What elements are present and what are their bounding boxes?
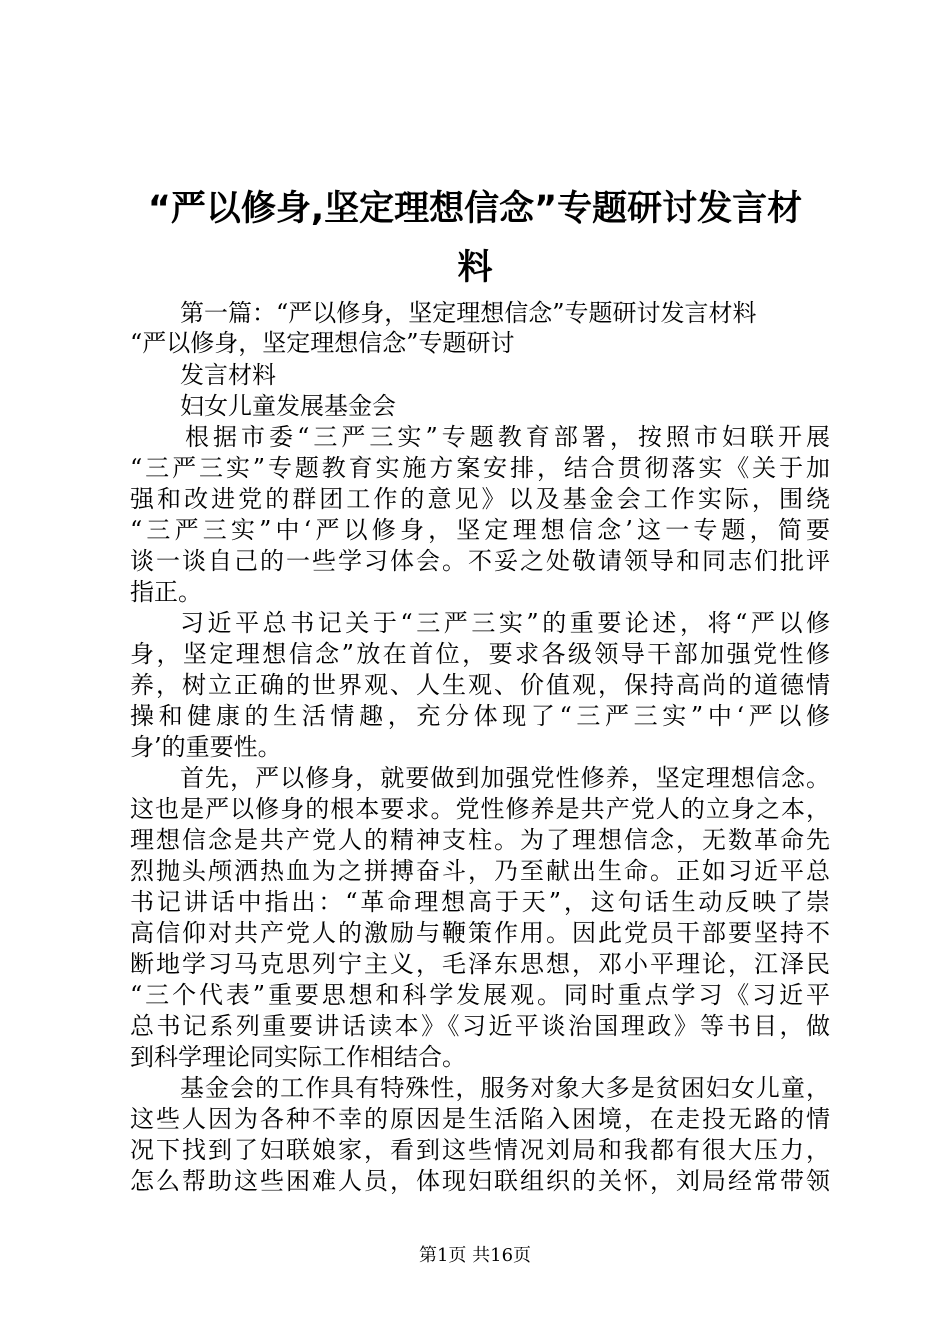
text-line: 谈一谈自己的一些学习体会。不妥之处敬请领导和同志们批评: [130, 547, 830, 575]
text-line: 妇女儿童发展基金会: [180, 392, 396, 420]
text-line: 习近平总书记关于“三严三实”的重要论述，将“严以修: [180, 609, 830, 637]
text-line: 怎么帮助这些困难人员，体现妇联组织的关怀，刘局经常带领: [130, 1167, 830, 1195]
text-line: 发言材料: [180, 361, 276, 389]
text-line: “严以修身，坚定理想信念”专题研讨: [130, 329, 515, 357]
page-number-footer: 第1页 共16页: [418, 1245, 532, 1266]
text-line: 操和健康的生活情趣，充分体现了“三严三实”中‘严以修: [130, 702, 830, 730]
text-line: 身’的重要性。: [130, 733, 282, 761]
text-line: 第一篇：“严以修身，坚定理想信念”专题研讨发言材料: [180, 299, 757, 327]
document-title-line-2: 料: [457, 248, 493, 288]
text-line: 强和改进党的群团工作的意见》以及基金会工作实际，围绕: [130, 485, 830, 513]
text-line: 况下找到了妇联娘家，看到这些情况刘局和我都有很大压力，: [130, 1136, 830, 1164]
text-line: 高信仰对共产党人的激励与鞭策作用。因此党员干部要坚持不: [130, 919, 830, 947]
text-line: 养，树立正确的世界观、人生观、价值观，保持高尚的道德情: [130, 671, 830, 699]
text-line: “三严三实”专题教育实施方案安排，结合贯彻落实《关于加: [130, 454, 830, 482]
text-line: 基金会的工作具有特殊性，服务对象大多是贫困妇女儿童，: [180, 1074, 830, 1102]
text-line: 总书记系列重要讲话读本》《习近平谈治国理政》等书目，做: [130, 1012, 830, 1040]
document-title-line-1: “严以修身,坚定理想信念”专题研讨发言材: [147, 189, 803, 229]
text-line: 理想信念是共产党人的精神支柱。为了理想信念，无数革命先: [130, 826, 830, 854]
text-line: 这也是严以修身的根本要求。党性修养是共产党人的立身之本，: [130, 795, 830, 823]
text-line: 首先，严以修身，就要做到加强党性修养，坚定理想信念。: [180, 764, 830, 792]
text-line: 这些人因为各种不幸的原因是生活陷入困境，在走投无路的情: [130, 1105, 830, 1133]
text-line: 书记讲话中指出：“革命理想高于天”，这句话生动反映了崇: [130, 888, 830, 916]
text-line: “三个代表”重要思想和科学发展观。同时重点学习《习近平: [130, 981, 830, 1009]
text-line: “三严三实”中‘严以修身，坚定理想信念’这一专题，简要: [130, 516, 830, 544]
text-line: 身，坚定理想信念”放在首位，要求各级领导干部加强党性修: [130, 640, 830, 668]
text-line: 断地学习马克思列宁主义，毛泽东思想，邓小平理论，江泽民: [130, 950, 830, 978]
text-line: 到科学理论同实际工作相结合。: [130, 1043, 466, 1071]
text-line: 指正。: [130, 578, 202, 606]
text-line: 烈抛头颅洒热血为之拼搏奋斗，乃至献出生命。正如习近平总: [130, 857, 830, 885]
text-line: 根据市委“三严三实”专题教育部署，按照市妇联开展: [185, 423, 830, 451]
